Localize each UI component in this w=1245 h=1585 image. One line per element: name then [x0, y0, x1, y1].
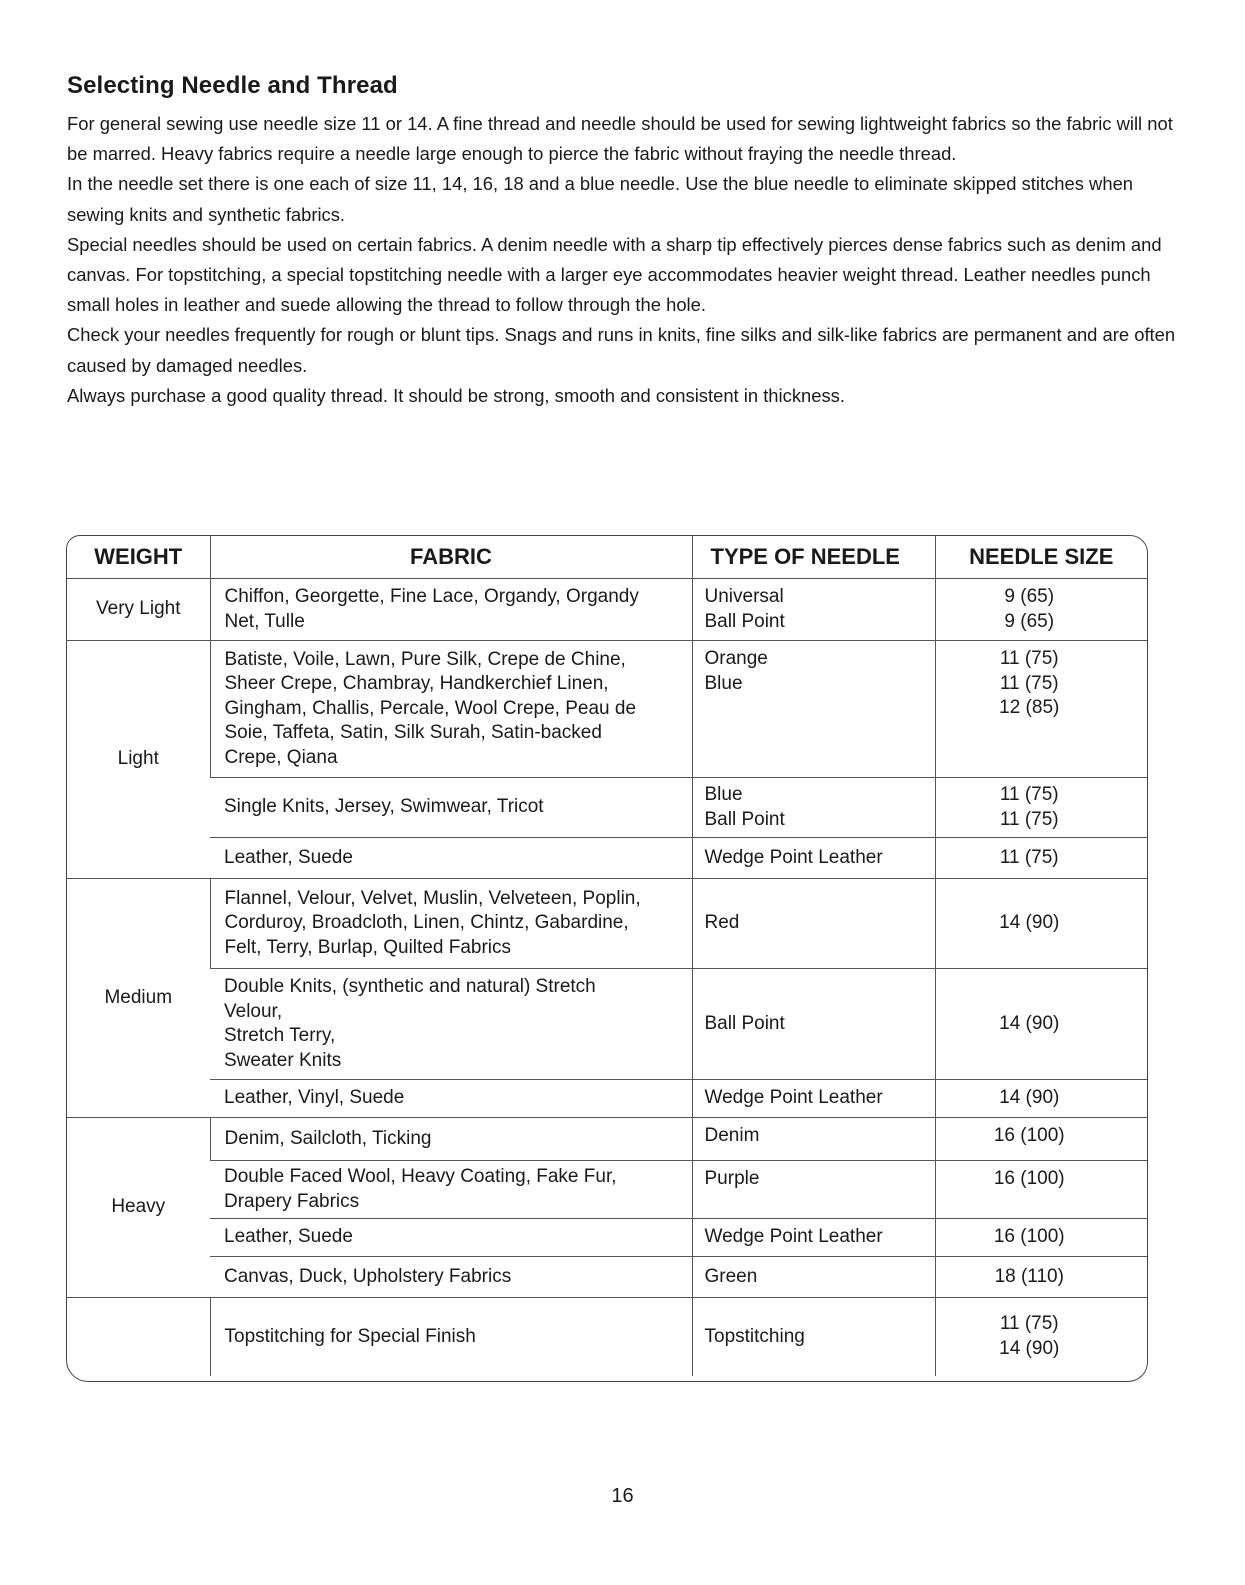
header-fabric: FABRIC [210, 536, 692, 579]
table-row [67, 1118, 1147, 1161]
header-needle-size: NEEDLE SIZE [935, 536, 1147, 579]
needle-size-cell: 16 (100) [935, 1118, 1147, 1161]
paragraph-check-needles: Check your needles frequently for rough or blunt tips. Snags and runs in knits, fine silks and silk-like fabrics are permanent and are often caused by damaged needles. [67, 324, 1176, 376]
weight-heavy: Heavy [67, 1118, 210, 1298]
needle-thread-table [66, 535, 1148, 1382]
table-row [67, 778, 1147, 838]
table-row [67, 1257, 1147, 1298]
needle-size-cell: 14 (90) [935, 969, 1147, 1080]
needle-type-cell: Purple [692, 1161, 935, 1219]
fabric-cell: Leather, Suede [210, 838, 692, 879]
table-row [67, 1161, 1147, 1219]
fabric-cell: Chiffon, Georgette, Fine Lace, Organdy, Organdy Net, Tulle [210, 579, 692, 641]
table-row [67, 579, 1147, 641]
needle-type-cell: Wedge Point Leather [692, 1080, 935, 1118]
fabric-cell: Double Faced Wool, Heavy Coating, Fake Fur, Drapery Fabrics [210, 1161, 692, 1219]
paragraph-general-sewing: For general sewing use needle size 11 or 14. A fine thread and needle should be used for sewing lightweight fabrics so the fabric will not be marred. Heavy fabrics require a needle large enough to pierce the fabric without fraying the needle thread. [67, 113, 1173, 165]
needle-size-cell: 11 (75) 14 (90) [935, 1298, 1147, 1376]
needle-type-cell: Universal Ball Point [692, 579, 935, 641]
weight-empty [67, 1298, 210, 1376]
paragraph-special-needles: Special needles should be used on certain fabrics. A denim needle with a sharp tip effectively pierces dense fabrics such as denim and canvas. For topstitching, a special topstitching needle with a larger eye accommodates heavier weight thread. Leather needles punch small holes in leather and suede allowing the thread to follow through the hole. [67, 233, 1162, 316]
fabric-cell: Topstitching for Special Finish [210, 1298, 692, 1376]
needle-type-cell: Green [692, 1257, 935, 1298]
table-row [67, 879, 1147, 969]
fabric-cell: Leather, Vinyl, Suede [210, 1080, 692, 1118]
fabric-cell: Denim, Sailcloth, Ticking [210, 1118, 692, 1161]
page-number: 16 [611, 1485, 634, 1507]
weight-very-light: Very Light [67, 579, 210, 641]
table-row [67, 969, 1147, 1080]
needle-size-cell: 16 (100) [935, 1219, 1147, 1257]
intro-text [67, 109, 1177, 411]
table-row [67, 1298, 1147, 1376]
needle-type-cell: Orange Blue [692, 641, 935, 778]
needle-type-cell: Wedge Point Leather [692, 838, 935, 879]
needle-type-cell: Topstitching [692, 1298, 935, 1376]
table-row [67, 838, 1147, 879]
header-weight: WEIGHT [94, 543, 183, 569]
fabric-cell: Double Knits, (synthetic and natural) Stretch Velour, Stretch Terry, Sweater Knits [210, 969, 692, 1080]
weight-light: Light [67, 641, 210, 879]
fabric-cell: Canvas, Duck, Upholstery Fabrics [210, 1257, 692, 1298]
needle-size-cell: 16 (100) [935, 1161, 1147, 1219]
table-header-row [67, 536, 1147, 579]
needle-size-cell: 14 (90) [935, 879, 1147, 969]
needle-size-cell: 9 (65) 9 (65) [935, 579, 1147, 641]
needle-size-cell: 11 (75) 11 (75) 12 (85) [935, 641, 1147, 778]
fabric-cell: Flannel, Velour, Velvet, Muslin, Velveteen, Poplin, Corduroy, Broadcloth, Linen, Chintz, Gabardine, Felt, Terry, Burlap, Quilted Fabrics [210, 879, 692, 969]
fabric-cell: Single Knits, Jersey, Swimwear, Tricot [210, 778, 692, 838]
needle-type-cell: Denim [692, 1118, 935, 1161]
table-row [67, 1219, 1147, 1257]
paragraph-thread-quality: Always purchase a good quality thread. It should be strong, smooth and consistent in thickness. [67, 384, 845, 406]
header-type-of-needle: TYPE OF NEEDLE [692, 536, 935, 579]
needle-type-cell: Wedge Point Leather [692, 1219, 935, 1257]
needle-size-cell: 11 (75) 11 (75) [935, 778, 1147, 838]
needle-size-cell: 18 (110) [935, 1257, 1147, 1298]
needle-size-cell: 11 (75) [935, 838, 1147, 879]
needle-size-cell: 14 (90) [935, 1080, 1147, 1118]
table-row [67, 1080, 1147, 1118]
needle-type-cell: Blue Ball Point [692, 778, 935, 838]
needle-type-cell: Ball Point [692, 969, 935, 1080]
page-title: Selecting Needle and Thread [67, 72, 398, 99]
weight-medium: Medium [67, 879, 210, 1118]
paragraph-needle-set: In the needle set there is one each of size 11, 14, 16, 18 and a blue needle. Use the blue needle to eliminate skipped stitches when sewing knits and synthetic fabrics. [67, 173, 1134, 225]
fabric-cell: Batiste, Voile, Lawn, Pure Silk, Crepe de Chine, Sheer Crepe, Chambray, Handkerchief Linen, Gingham, Challis, Percale, Wool Crepe, Peau de Soie, Taffeta, Satin, Silk Surah, Satin-backed Crepe, Qiana [210, 641, 692, 778]
fabric-cell: Leather, Suede [210, 1219, 692, 1257]
needle-type-cell: Red [692, 879, 935, 969]
table-row [67, 641, 1147, 778]
